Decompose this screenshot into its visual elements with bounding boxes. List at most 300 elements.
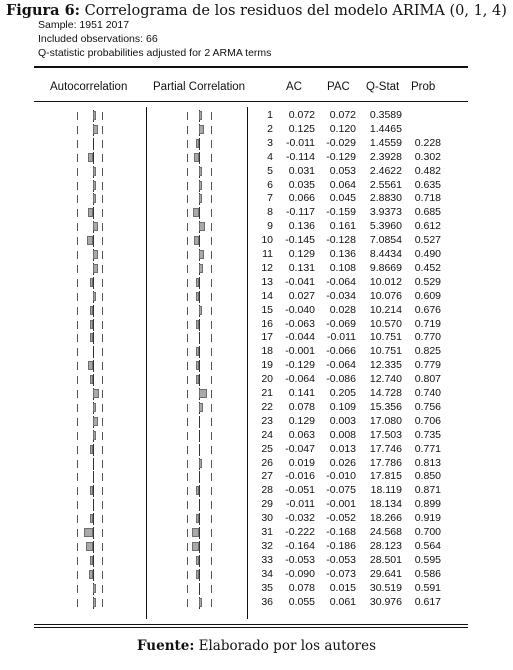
pac-cell: -0.053 [326,553,356,566]
qstat-cell: 14.728 [369,387,402,399]
confidence-band-tick [187,237,188,245]
pac-cell: 0.028 [329,303,356,316]
pac-zero-line [199,291,200,303]
confidence-band-tick [77,182,78,190]
table-row [0,304,513,318]
lag-cell: 18 [261,345,273,358]
ac-zero-line [93,332,94,344]
pac-cell: 0.026 [329,456,356,469]
qstat-cell: 17.746 [369,442,402,455]
ac-cell: -0.114 [286,150,315,163]
ac-cell: 0.072 [288,109,315,121]
pac-bar [196,556,199,565]
ac-cell: -0.063 [285,317,315,330]
prob-cell: 0.490 [414,248,441,260]
confidence-band-tick [211,501,212,509]
ac-bar [90,486,93,495]
ac-bar [93,111,96,120]
prob-cell: 0.228 [414,136,441,149]
lag-cell: 13 [261,275,273,288]
ac-cell: 0.078 [288,581,315,594]
ac-cell: 0.141 [288,387,315,399]
confidence-band-tick [211,126,212,134]
pac-zero-line [199,569,200,581]
pac-cell: 0.008 [329,428,356,441]
ac-cell: -0.044 [285,331,315,344]
confidence-band-tick [211,140,212,148]
prob-cell: 0.779 [414,359,441,372]
table-row [0,457,513,471]
pac-zero-line [199,444,200,456]
confidence-band-tick [187,126,188,134]
pac-cell: -0.066 [326,345,356,358]
confidence-band-tick [102,348,103,356]
header-qstat: Q-Stat [366,81,400,93]
confidence-band-tick [77,251,78,259]
pac-zero-line [199,138,200,150]
confidence-band-tick [102,168,103,176]
prob-cell: 0.735 [414,428,441,441]
confidence-band-tick [211,251,212,259]
bottom-rule [34,624,468,625]
prob-cell: 0.807 [414,373,441,386]
pac-bar [196,486,199,495]
pac-zero-line [199,319,200,331]
prob-cell: 0.529 [414,275,441,288]
pac-cell: 0.161 [329,220,356,233]
header-prob: Prob [411,81,436,93]
confidence-band-tick [102,543,103,551]
ac-cell: 0.063 [288,428,315,441]
qstat-cell: 10.012 [369,275,402,288]
table-row [0,318,513,332]
table-row [0,359,513,373]
table-row [0,192,513,206]
confidence-band-tick [187,265,188,273]
confidence-band-tick [211,376,212,384]
confidence-band-tick [211,321,212,329]
ac-cell: -0.011 [286,498,315,511]
ac-bar [88,153,93,162]
pac-zero-line [199,277,200,289]
lag-cell: 5 [267,164,273,177]
qstat-cell: 3.9373 [369,206,402,219]
confidence-band-tick [77,515,78,523]
qstat-cell: 1.4465 [369,122,402,135]
qstat-cell: 28.123 [369,539,402,552]
lag-cell: 26 [261,456,273,469]
lag-cell: 4 [267,150,273,163]
pac-bar [192,542,199,551]
pac-bar [196,278,199,287]
pac-cell: 0.061 [329,595,356,608]
pac-cell: -0.064 [326,359,356,372]
confidence-band-tick [211,487,212,495]
pac-cell: -0.168 [326,526,356,538]
ac-cell: 0.035 [288,178,315,191]
confidence-band-tick [102,279,103,287]
confidence-band-tick [102,223,103,231]
table-row [0,582,513,596]
lag-cell: 1 [267,109,273,121]
lag-cell: 36 [261,595,273,608]
table-row [0,276,513,290]
ac-zero-line [93,277,94,289]
ac-zero-line [93,360,94,372]
ac-bar [93,194,96,203]
confidence-band-tick [187,404,188,412]
confidence-band-tick [102,182,103,190]
confidence-band-tick [77,571,78,579]
table-row [0,554,513,568]
lag-cell: 20 [261,373,273,386]
ac-zero-line [93,527,94,539]
qstat-cell: 8.4434 [369,248,402,260]
lag-cell: 24 [261,428,273,441]
confidence-band-tick [77,529,78,537]
pac-zero-line [199,541,200,553]
lag-cell: 15 [261,303,273,316]
table-row [0,151,513,165]
table-row [0,596,513,610]
confidence-band-tick [187,599,188,607]
prob-cell: 0.482 [414,164,441,177]
ac-cell: 0.019 [288,456,315,469]
confidence-band-tick [211,154,212,162]
table-row [0,568,513,582]
ac-cell: -0.117 [286,206,315,219]
lag-cell: 2 [267,122,273,135]
ac-cell: 0.129 [288,248,315,260]
confidence-band-tick [211,390,212,398]
qstat-cell: 15.356 [369,400,402,413]
pac-bar [196,514,199,523]
pac-bar [199,306,202,315]
confidence-band-tick [102,334,103,342]
confidence-band-tick [187,362,188,370]
pac-zero-line [199,513,200,525]
pac-bar [199,459,202,468]
table-row [0,137,513,151]
confidence-band-tick [77,557,78,565]
pac-zero-line [199,527,200,539]
confidence-band-tick [211,293,212,301]
figure-caption [6,2,507,19]
prob-cell: 0.871 [414,484,441,497]
ac-zero-line [93,541,94,553]
ac-bar [93,250,98,259]
ac-zero-line [93,569,94,581]
table-row [0,248,513,262]
confidence-band-tick [187,529,188,537]
pac-bar [199,389,207,398]
confidence-band-tick [102,599,103,607]
lag-cell: 3 [267,136,273,149]
confidence-band-tick [187,515,188,523]
ac-cell: 0.066 [288,192,315,205]
qstat-cell: 2.4622 [369,164,402,177]
pac-bar [193,208,199,217]
qstat-cell: 2.8830 [369,192,402,205]
confidence-band-tick [211,362,212,370]
prob-cell: 0.617 [414,595,441,608]
ac-bar [88,361,93,370]
qstat-cell: 7.0854 [369,234,402,247]
lag-cell: 28 [261,484,273,497]
confidence-band-tick [77,209,78,217]
lag-cell: 8 [267,206,273,219]
prob-cell: 0.452 [414,261,441,274]
confidence-band-tick [211,543,212,551]
prob-cell: 0.700 [414,526,441,538]
pac-bar [199,598,202,607]
confidence-band-tick [77,321,78,329]
qstat-cell: 18.134 [369,498,402,511]
confidence-band-tick [102,446,103,454]
confidence-band-tick [102,529,103,537]
pac-zero-line [199,430,200,442]
ac-zero-line [93,458,94,470]
ac-cell: 0.129 [288,414,315,427]
lag-cell: 33 [261,553,273,566]
top-rule [34,66,468,68]
pac-bar [196,375,199,384]
qstat-cell: 10.751 [369,345,402,358]
confidence-band-tick [187,460,188,468]
confidence-band-tick [102,487,103,495]
lag-cell: 25 [261,442,273,455]
pac-bar [199,194,202,203]
prob-cell: 0.609 [414,289,441,302]
confidence-band-tick [211,599,212,607]
pac-bar [199,264,203,273]
prob-cell: 0.740 [414,387,441,399]
confidence-band-tick [211,112,212,120]
lag-cell: 22 [261,400,273,413]
observations-line: Included observations: 66 [38,33,158,45]
pac-cell: 0.108 [329,261,356,274]
pac-zero-line [199,374,200,386]
pac-cell: 0.045 [329,192,356,205]
ac-bar [93,125,98,134]
confidence-band-tick [187,432,188,440]
ac-bar [90,278,93,287]
confidence-band-tick [211,515,212,523]
confidence-band-tick [187,154,188,162]
confidence-band-tick [187,168,188,176]
ac-cell: -0.129 [285,359,315,372]
confidence-band-tick [211,557,212,565]
qstat-cell: 1.4559 [369,136,402,149]
qstat-cell: 9.8669 [369,261,402,274]
qstat-cell: 17.815 [369,470,402,483]
pac-cell: -0.075 [326,484,356,497]
confidence-band-tick [77,168,78,176]
header-partial-correlation: Partial Correlation [153,81,246,93]
ac-cell: -0.164 [285,539,315,552]
pac-cell: -0.186 [326,539,356,552]
qstat-cell: 30.976 [369,595,402,608]
ac-bar [84,528,93,537]
caption-label: Figura 6: [6,2,81,19]
ac-bar [90,556,93,565]
pac-cell: 0.053 [329,164,356,177]
confidence-band-tick [77,126,78,134]
table-row [0,401,513,415]
qstat-cell: 10.751 [369,331,402,344]
table-row [0,415,513,429]
lag-cell: 30 [261,512,273,525]
confidence-band-tick [187,209,188,217]
pac-cell: -0.034 [326,289,356,302]
ac-cell: -0.032 [285,512,315,525]
header-pac: PAC [327,81,350,93]
ac-bar [90,320,93,329]
ac-cell: 0.027 [288,289,315,302]
confidence-band-tick [102,140,103,148]
lag-cell: 34 [261,567,273,580]
lag-cell: 32 [261,539,273,552]
pac-cell: -0.011 [327,331,356,344]
source-text: Elaborado por los autores [198,638,377,654]
lag-cell: 27 [261,470,273,483]
confidence-band-tick [211,223,212,231]
qstat-cell: 17.503 [369,428,402,441]
pac-cell: 0.003 [329,414,356,427]
confidence-band-tick [77,265,78,273]
ac-cell: 0.031 [288,164,315,177]
confidence-band-tick [102,418,103,426]
prob-cell: 0.564 [414,539,441,552]
pac-cell: -0.029 [326,136,356,149]
table-row [0,123,513,137]
confidence-band-tick [211,168,212,176]
ac-bar [90,375,93,384]
ac-bar [88,208,93,217]
prob-cell: 0.756 [414,400,441,413]
prob-cell: 0.612 [414,220,441,233]
ac-bar [93,431,96,440]
pac-cell: 0.136 [329,248,356,260]
qstat-cell: 10.076 [369,289,402,302]
confidence-band-tick [187,279,188,287]
ac-zero-line [93,346,94,358]
confidence-band-tick [211,182,212,190]
pac-bar [196,292,199,301]
prob-cell: 0.595 [414,553,441,566]
prob-cell: 0.302 [414,150,441,163]
confidence-band-tick [211,446,212,454]
qstat-cell: 29.641 [369,567,402,580]
ac-bar [93,292,96,301]
confidence-band-tick [77,154,78,162]
pac-cell: -0.073 [326,567,356,580]
ac-bar [89,570,93,579]
pac-zero-line [199,207,200,219]
pac-bar [196,139,199,148]
header-autocorrelation: Autocorrelation [50,81,128,93]
confidence-band-tick [211,334,212,342]
pac-bar [199,250,204,259]
prob-cell: 0.919 [414,512,441,525]
qstat-cell: 12.740 [369,373,402,386]
ac-zero-line [93,555,94,567]
pac-zero-line [199,235,200,247]
ac-zero-line [93,138,94,150]
ac-bar [93,417,98,426]
pac-cell: -0.010 [326,470,356,483]
confidence-band-tick [102,154,103,162]
confidence-band-tick [77,307,78,315]
table-row [0,165,513,179]
qstat-cell: 17.080 [369,414,402,427]
confidence-band-tick [211,432,212,440]
table-row [0,179,513,193]
prob-cell: 0.635 [414,178,441,191]
table-row [0,429,513,443]
ac-cell: -0.064 [285,373,315,386]
confidence-band-tick [187,140,188,148]
prob-cell: 0.591 [414,581,441,594]
pac-bar [196,347,199,356]
lag-cell: 6 [267,178,273,191]
table-row [0,345,513,359]
ac-cell: -0.053 [285,553,315,566]
confidence-band-tick [77,473,78,481]
pac-cell: 0.120 [329,122,356,135]
pac-bar [199,181,202,190]
ac-cell: 0.078 [288,400,315,413]
lag-cell: 19 [261,359,273,372]
confidence-band-tick [187,223,188,231]
confidence-band-tick [211,265,212,273]
pac-zero-line [199,471,200,483]
qstat-cell: 5.3960 [369,220,402,233]
confidence-band-tick [102,251,103,259]
qstat-cell: 28.501 [369,553,402,566]
ac-bar [86,542,93,551]
table-row [0,387,513,401]
table-row [0,109,513,123]
ac-cell: 0.131 [288,261,315,274]
pac-cell: -0.069 [326,317,356,330]
confidence-band-tick [187,182,188,190]
lag-cell: 14 [261,289,273,302]
lag-cell: 21 [261,387,273,399]
confidence-band-tick [187,112,188,120]
table-row [0,262,513,276]
pac-cell: -0.128 [326,234,356,247]
pac-bar [199,111,202,120]
prob-cell: 0.586 [414,567,441,580]
confidence-band-tick [187,334,188,342]
confidence-band-tick [102,571,103,579]
ac-cell: -0.040 [285,303,315,316]
ac-bar [90,514,93,523]
pac-cell: 0.015 [329,581,356,594]
confidence-band-tick [77,404,78,412]
pac-cell: -0.129 [326,150,356,163]
prob-cell: 0.850 [414,470,441,483]
lag-cell: 7 [267,192,273,205]
confidence-band-tick [211,237,212,245]
pac-cell: 0.072 [329,109,356,121]
confidence-band-tick [102,390,103,398]
qstat-cell: 0.3589 [369,109,402,121]
ac-bar [90,306,93,315]
confidence-band-tick [211,460,212,468]
confidence-band-tick [102,112,103,120]
